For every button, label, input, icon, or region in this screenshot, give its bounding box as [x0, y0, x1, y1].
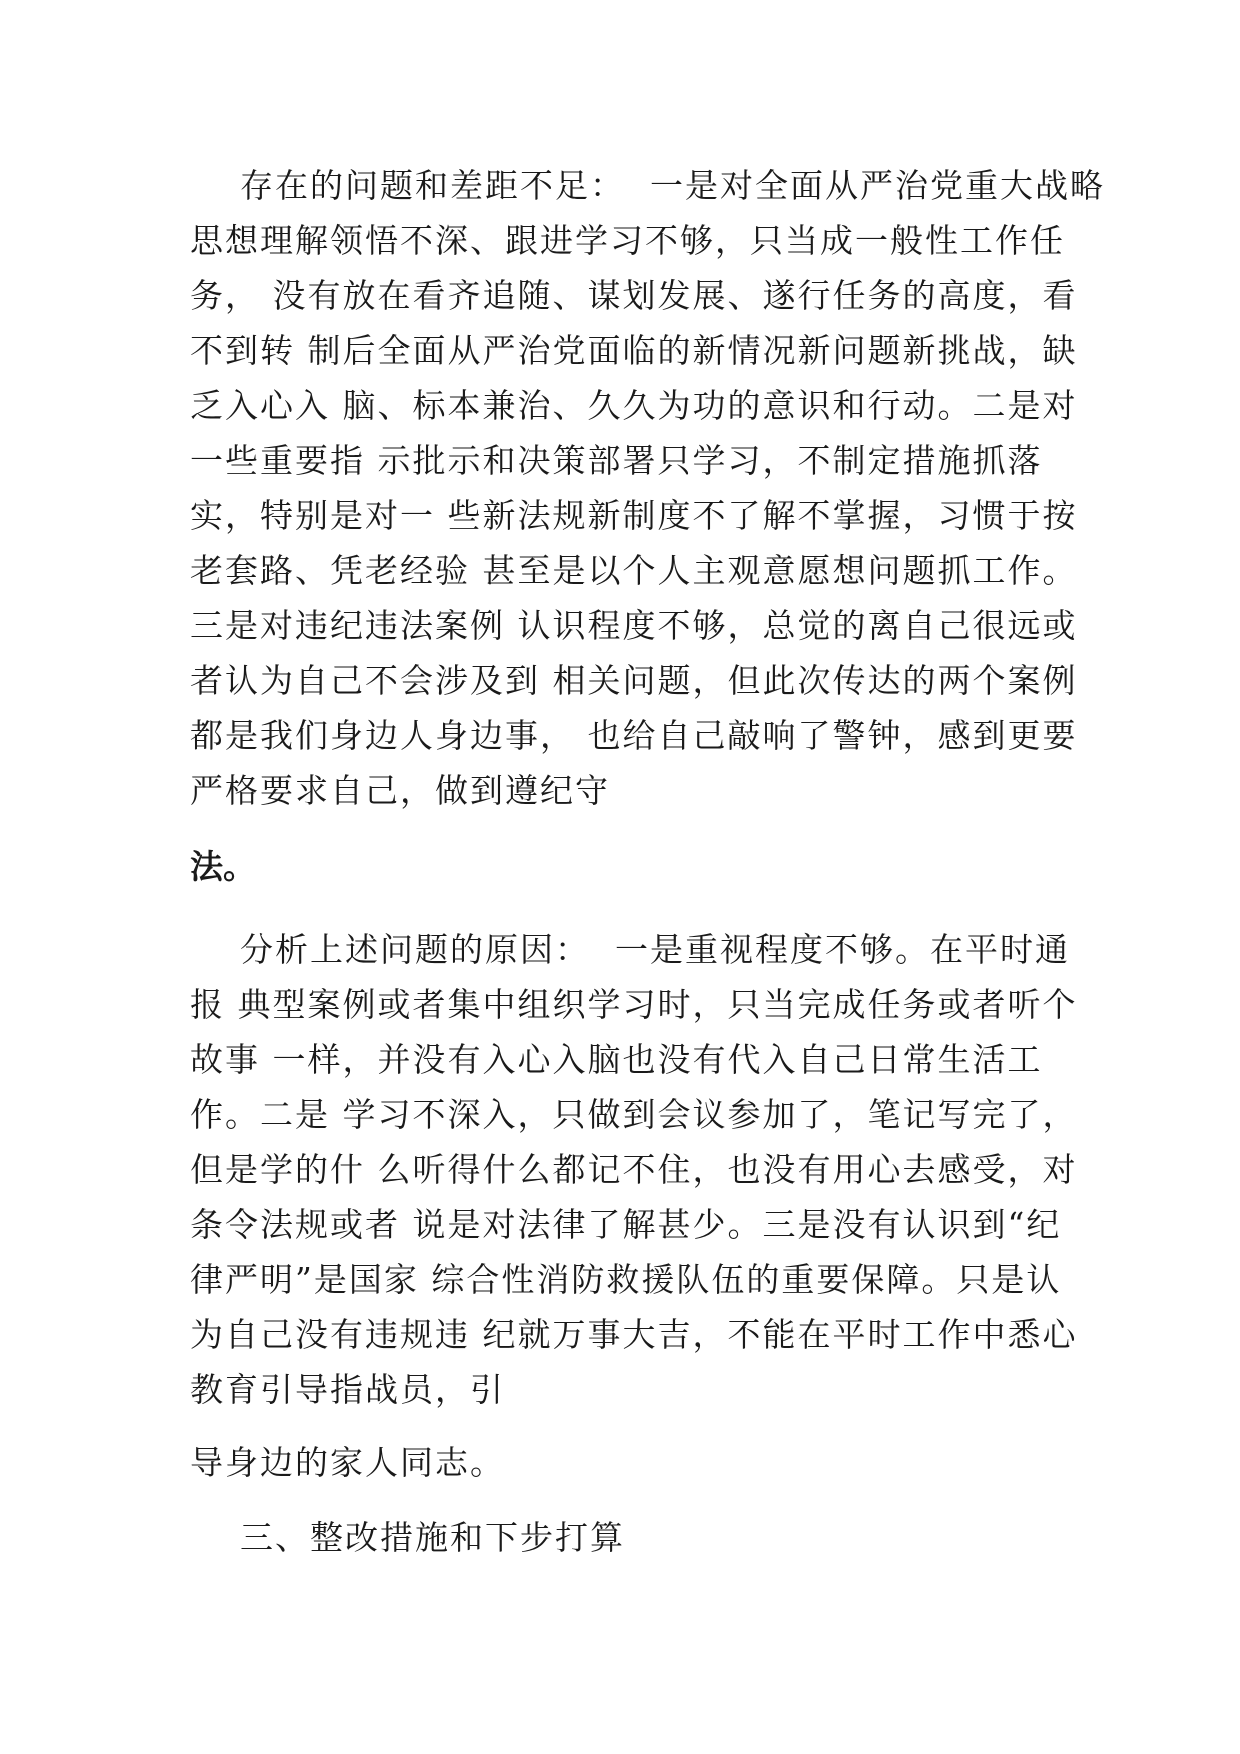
p1-line: 严格要求自己，做到遵纪守: [190, 771, 610, 810]
p1-line: 乏入心入 脑、标本兼治、久久为功的意识和行动。二是对: [190, 386, 1078, 425]
p1-line: 者认为自己不会涉及到 相关问题，但此次传达的两个案例: [190, 661, 1078, 700]
p1-line: 都是我们身边人身边事， 也给自己敲响了警钟，感到更要: [190, 716, 1078, 755]
p2-tail: 导身边的家人同志。: [190, 1443, 505, 1482]
p1-line: 一些重要指 示批示和决策部署只学习，不制定措施抓落: [190, 441, 1043, 480]
p2-line: 为自己没有违规违 纪就万事大吉，不能在平时工作中悉心: [190, 1315, 1078, 1354]
p2-line: 律严明”是国家 综合性消防救援队伍的重要保障。只是认: [190, 1260, 1062, 1299]
p1-line: 三是对违纪违法案例 认识程度不够，总觉的离自己很远或: [190, 606, 1078, 645]
p1-line: 不到转 制后全面从严治党面临的新情况新问题新挑战，缺: [190, 331, 1078, 370]
p1-line: 务， 没有放在看齐追随、谋划发展、遂行任务的高度，看: [190, 276, 1078, 315]
p2-line: 教育引导指战员，引: [190, 1370, 505, 1409]
p1-tail: 法。: [190, 847, 256, 886]
section-heading: 三、整改措施和下步打算: [190, 1518, 625, 1557]
p2-line: 故事 一样，并没有入心入脑也没有代入自己日常生活工: [190, 1040, 1043, 1079]
p1-line: 存在的问题和差距不足： 一是对全面从严治党重大战略: [190, 166, 1105, 205]
p2-line: 报 典型案例或者集中组织学习时，只当完成任务或者听个: [190, 985, 1078, 1024]
p2-line: 分析上述问题的原因： 一是重视程度不够。在平时通: [190, 930, 1070, 969]
p2-line: 条令法规或者 说是对法律了解甚少。三是没有认识到“纪: [190, 1205, 1062, 1244]
p1-line: 老套路、凭老经验 甚至是以个人主观意愿想问题抓工作。: [190, 551, 1078, 590]
p1-line: 思想理解领悟不深、跟进学习不够，只当成一般性工作任: [190, 221, 1065, 260]
p2-line: 但是学的什 么听得什么都记不住，也没有用心去感受，对: [190, 1150, 1078, 1189]
p2-line: 作。二是 学习不深入，只做到会议参加了，笔记写完了，: [190, 1095, 1078, 1134]
p1-line: 实，特别是对一 些新法规新制度不了解不掌握，习惯于按: [190, 496, 1078, 535]
